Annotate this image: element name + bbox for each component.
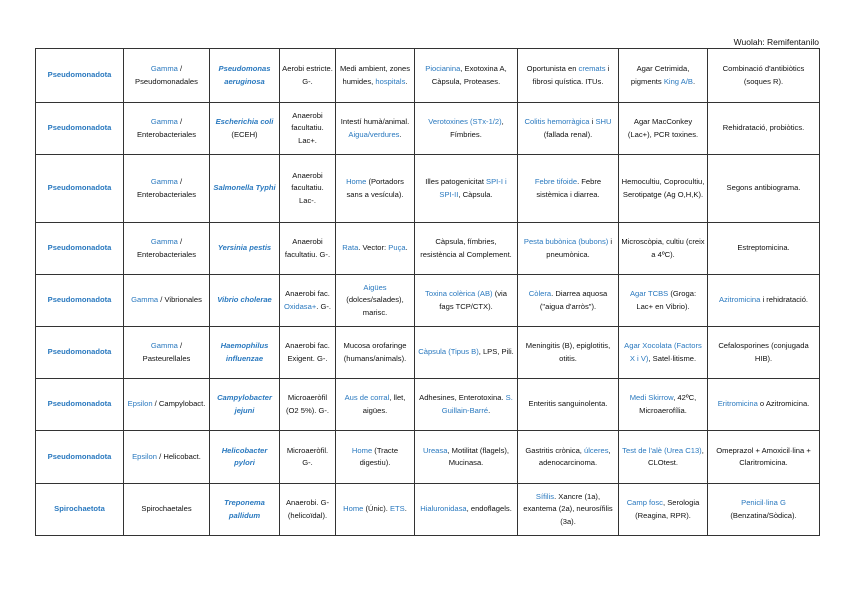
disease-cell bbox=[518, 103, 619, 155]
table-row bbox=[36, 223, 820, 275]
cell-text: . bbox=[404, 504, 407, 514]
cell-text: Càpsula, fímbries, resistència al Complement. bbox=[420, 237, 512, 259]
virulence-cell bbox=[415, 327, 518, 379]
cell-text: , Serologia (Reagina, RPR). bbox=[635, 498, 700, 520]
table-row bbox=[36, 49, 820, 103]
cell-text: Enteritis sanguinolenta. bbox=[528, 399, 608, 409]
reservoir-cell bbox=[336, 484, 415, 536]
class-order-cell bbox=[124, 103, 210, 155]
cell-text: Agar TCBS bbox=[629, 289, 669, 299]
cell-text: Spirochaetales bbox=[141, 504, 192, 514]
cell-text: / Campylobact. bbox=[152, 399, 206, 409]
cell-text: / Pasteurellales bbox=[142, 341, 191, 363]
cell-text: Aigües bbox=[363, 283, 387, 293]
cell-text: , adenocarcinoma. bbox=[538, 445, 611, 467]
cell-text: Pseudomonadota bbox=[47, 123, 112, 133]
cell-text: Omeprazol + Amoxicil·lina + Claritromicina. bbox=[716, 445, 811, 467]
cell-text: Medi Skirrow bbox=[629, 393, 674, 403]
virulence-cell bbox=[415, 275, 518, 327]
reservoir-cell bbox=[336, 379, 415, 431]
cell-text: . Xancre (1a), exantema (2a), neurosífilis (3a). bbox=[523, 492, 613, 526]
treatment-cell bbox=[708, 155, 820, 223]
cell-text: i rehidratació. bbox=[760, 295, 809, 305]
cell-text: , endoflagels. bbox=[466, 504, 512, 514]
species-cell bbox=[210, 275, 280, 327]
diagnosis-cell bbox=[619, 103, 708, 155]
cell-text: Gamma bbox=[150, 341, 178, 351]
cell-text: , Exotoxina A, Càpsula, Proteases. bbox=[431, 64, 507, 86]
cell-text: Home bbox=[351, 445, 373, 455]
class-order-cell bbox=[124, 379, 210, 431]
cell-text: Cefalosporines (conjugada HIB). bbox=[718, 341, 809, 363]
cell-text: Pseudomonadota bbox=[47, 70, 112, 80]
species-cell bbox=[210, 155, 280, 223]
diagnosis-cell bbox=[619, 327, 708, 379]
cell-text: Pseudomonadota bbox=[47, 347, 112, 357]
cell-text: Penicil·lina G bbox=[741, 498, 786, 508]
cell-text: Epsilon bbox=[127, 399, 153, 409]
cell-text: Càpsula (Tipus B) bbox=[418, 347, 479, 357]
cell-text: Microaeròfil. G-. bbox=[286, 445, 329, 467]
cell-text: Aigua/verdures bbox=[348, 129, 400, 139]
cell-text: Haemophilus influenzae bbox=[220, 341, 269, 363]
cell-text: Helicobacter pylori bbox=[221, 445, 268, 467]
cell-text: / Helicobact. bbox=[157, 451, 201, 461]
cell-text: Agar Xocolata (Factors X i V) bbox=[624, 341, 702, 363]
diagnosis-cell bbox=[619, 431, 708, 484]
reservoir-cell bbox=[336, 327, 415, 379]
cell-text: (ECEH) bbox=[231, 129, 258, 139]
cell-text: Agar MacConkey (Lac+), PCR toxines. bbox=[627, 117, 699, 139]
cell-text: Febre tifoide bbox=[534, 177, 578, 187]
reservoir-cell bbox=[336, 275, 415, 327]
treatment-cell bbox=[708, 103, 820, 155]
disease-cell bbox=[518, 327, 619, 379]
cell-text: S. Guillain-Barré bbox=[441, 393, 513, 415]
metabolism-cell bbox=[280, 379, 336, 431]
cell-text: Gamma bbox=[150, 237, 178, 247]
cell-text: Pseudomonadota bbox=[47, 295, 112, 305]
cell-text: . Febre sistèmica i diarrea. bbox=[536, 177, 602, 199]
phylum-cell bbox=[36, 379, 124, 431]
species-cell bbox=[210, 49, 280, 103]
species-cell bbox=[210, 379, 280, 431]
cell-text: Anaerobi facultatiu. G-. bbox=[284, 237, 331, 259]
cell-text: / Enterobacteriales bbox=[136, 177, 197, 199]
cell-text: (Groga: Lac+ en Vibrio). bbox=[636, 289, 697, 311]
cell-text: Verotoxines (STx-1/2) bbox=[428, 117, 502, 127]
cell-text: Azitromicina bbox=[718, 295, 761, 305]
cell-text: Pseudomonas aeruginosa bbox=[218, 64, 271, 86]
cell-text: Aus de corral bbox=[344, 393, 390, 403]
cell-text: . bbox=[488, 405, 491, 415]
cell-text: Camp fosc bbox=[626, 498, 663, 508]
cell-text: Gamma bbox=[131, 295, 159, 305]
virulence-cell bbox=[415, 431, 518, 484]
disease-cell bbox=[518, 379, 619, 431]
cell-text: Gamma bbox=[150, 64, 178, 74]
phylum-cell bbox=[36, 155, 124, 223]
table-row bbox=[36, 484, 820, 536]
metabolism-cell bbox=[280, 431, 336, 484]
diagnosis-cell bbox=[619, 49, 708, 103]
cell-text: Home bbox=[343, 504, 364, 514]
cell-text: Mucosa orofaringe (humans/animals). bbox=[343, 341, 407, 363]
diagnosis-cell bbox=[619, 379, 708, 431]
cell-text: Oportunista en bbox=[526, 64, 579, 74]
cell-text: i fibrosi quística. ITUs. bbox=[532, 64, 610, 86]
class-order-cell bbox=[124, 155, 210, 223]
cell-text: Gamma bbox=[150, 177, 178, 187]
reservoir-cell bbox=[336, 431, 415, 484]
class-order-cell bbox=[124, 431, 210, 484]
cell-text: (fallada renal). bbox=[543, 129, 593, 139]
species-cell bbox=[210, 484, 280, 536]
class-order-cell bbox=[124, 275, 210, 327]
treatment-cell bbox=[708, 484, 820, 536]
cell-text: Toxina colèrica (AB) bbox=[425, 289, 493, 299]
cell-text: Segons antibiograma. bbox=[726, 183, 801, 193]
cell-text: (Únic). bbox=[363, 504, 390, 514]
cell-text: Anaerobi. G- (helicoïdal). bbox=[285, 498, 330, 520]
cell-text: Agar Cetrimida, pigments bbox=[630, 64, 690, 86]
virulence-cell bbox=[415, 223, 518, 275]
virulence-cell bbox=[415, 49, 518, 103]
cell-text: Aerobi estricte. G-. bbox=[282, 64, 333, 86]
disease-cell bbox=[518, 223, 619, 275]
cell-text: Eritromicina bbox=[717, 399, 758, 409]
disease-cell bbox=[518, 431, 619, 484]
metabolism-cell bbox=[280, 155, 336, 223]
cell-text: Rata bbox=[342, 243, 359, 253]
virulence-cell bbox=[415, 379, 518, 431]
metabolism-cell bbox=[280, 327, 336, 379]
cell-text: Microscòpia, cultiu (creix a 4ºC). bbox=[621, 237, 705, 259]
cell-text: (Portadors sans a vesícula). bbox=[346, 177, 404, 199]
cell-text: Escherichia coli bbox=[215, 117, 274, 127]
cell-text: Home bbox=[346, 177, 367, 187]
cell-text: Còlera bbox=[528, 289, 552, 299]
phylum-cell bbox=[36, 103, 124, 155]
reservoir-cell bbox=[336, 223, 415, 275]
cell-text: Gamma bbox=[150, 117, 178, 127]
cell-text: / Enterobacteriales bbox=[136, 237, 197, 259]
reservoir-cell bbox=[336, 155, 415, 223]
phylum-cell bbox=[36, 484, 124, 536]
cell-text: Anaerobi facultatiu. Lac-. bbox=[291, 171, 324, 205]
species-cell bbox=[210, 103, 280, 155]
cell-text: / Vibrionales bbox=[158, 295, 202, 305]
cell-text: , 42ºC, Microaerofília. bbox=[639, 393, 697, 415]
cell-text: Colitis hemorràgica bbox=[524, 117, 590, 127]
cell-text: Pesta bubònica (bubons) bbox=[523, 237, 609, 247]
cell-text: / Pseudomonadales bbox=[135, 64, 198, 86]
cell-text: (Benzatina/Sòdica). bbox=[730, 510, 797, 520]
header-note: Wuolah: Remifentanilo bbox=[733, 37, 819, 47]
bacteria-table bbox=[35, 48, 820, 536]
cell-text: i pneumònica. bbox=[546, 237, 613, 259]
cell-text: . G-. bbox=[316, 301, 332, 311]
phylum-cell bbox=[36, 49, 124, 103]
cell-text: Pseudomonadota bbox=[47, 183, 112, 193]
cell-text: Anaerobi facultatiu. Lac+. bbox=[291, 111, 324, 145]
table-row bbox=[36, 379, 820, 431]
table-row bbox=[36, 327, 820, 379]
treatment-cell bbox=[708, 223, 820, 275]
table-row bbox=[36, 155, 820, 223]
cell-text: Campylobacter jejuni bbox=[217, 393, 272, 415]
cell-text: Salmonella Typhi bbox=[213, 183, 276, 193]
cell-text: (Tracte digestiu). bbox=[359, 445, 399, 467]
cell-text: ETS bbox=[389, 504, 405, 514]
cell-text: Combinació d'antibiòtics (soques R). bbox=[722, 64, 805, 86]
table-row bbox=[36, 275, 820, 327]
virulence-cell bbox=[415, 103, 518, 155]
class-order-cell bbox=[124, 327, 210, 379]
cell-text: Gastritis crònica, bbox=[525, 445, 585, 455]
cell-text: , Satel·litisme. bbox=[648, 353, 697, 363]
cell-text: Treponema pallidum bbox=[224, 498, 265, 520]
cell-text: Sífilis bbox=[535, 492, 555, 502]
cell-text: Spirochaetota bbox=[54, 504, 105, 514]
cell-text: úlceres bbox=[584, 445, 609, 455]
disease-cell bbox=[518, 155, 619, 223]
species-cell bbox=[210, 431, 280, 484]
treatment-cell bbox=[708, 49, 820, 103]
treatment-cell bbox=[708, 275, 820, 327]
cell-text: hospitals bbox=[375, 76, 406, 86]
treatment-cell bbox=[708, 431, 820, 484]
species-cell bbox=[210, 327, 280, 379]
cell-text: Anaerobi fac. bbox=[285, 289, 330, 299]
cell-text: King A/B bbox=[663, 76, 693, 86]
phylum-cell bbox=[36, 431, 124, 484]
cell-text: . bbox=[399, 129, 402, 139]
cell-text: Hialuronidasa bbox=[420, 504, 467, 514]
cell-text: , CLOtest. bbox=[648, 445, 704, 467]
cell-text: (via fags TCP/CTX). bbox=[439, 289, 507, 311]
cell-text: Microaeròfil (O2 5%). G-. bbox=[285, 393, 330, 415]
class-order-cell bbox=[124, 49, 210, 103]
cell-text: i bbox=[589, 117, 596, 127]
cell-text: . Vector: bbox=[358, 243, 389, 253]
treatment-cell bbox=[708, 379, 820, 431]
reservoir-cell bbox=[336, 103, 415, 155]
cell-text: Puça bbox=[388, 243, 406, 253]
phylum-cell bbox=[36, 327, 124, 379]
metabolism-cell bbox=[280, 484, 336, 536]
cell-text: Hemocultiu, Coprocultiu, Serotipatge (Ag O,H,K). bbox=[621, 177, 705, 199]
reservoir-cell bbox=[336, 49, 415, 103]
cell-text: , Fímbries. bbox=[450, 117, 504, 139]
phylum-cell bbox=[36, 223, 124, 275]
cell-text: Piocianina bbox=[425, 64, 461, 74]
cell-text: Ureasa bbox=[422, 445, 448, 455]
cell-text: , llet, aigües. bbox=[362, 393, 406, 415]
diagnosis-cell bbox=[619, 275, 708, 327]
cell-text: Anaerobi fac. Exigent. G-. bbox=[285, 341, 330, 363]
cell-text: Vibrio cholerae bbox=[217, 295, 272, 305]
cell-text: o Azitromicina. bbox=[757, 399, 810, 409]
metabolism-cell bbox=[280, 275, 336, 327]
metabolism-cell bbox=[280, 49, 336, 103]
cell-text: Pseudomonadota bbox=[47, 399, 112, 409]
cell-text: Estreptomicina. bbox=[737, 243, 790, 253]
cell-text: Pseudomonadota bbox=[47, 451, 112, 461]
cell-text: , Càpsula. bbox=[458, 189, 493, 199]
diagnosis-cell bbox=[619, 484, 708, 536]
cell-text: . Diarrea aquosa ("aigua d'arròs"). bbox=[539, 289, 608, 311]
class-order-cell bbox=[124, 484, 210, 536]
cell-text: , Motilitat (flagels), Mucinasa. bbox=[447, 445, 510, 467]
disease-cell bbox=[518, 275, 619, 327]
cell-text: Rehidratació, probiòtics. bbox=[722, 123, 805, 133]
cell-text: (dolces/salades), marisc. bbox=[346, 295, 404, 317]
cell-text: / Enterobacteriales bbox=[136, 117, 197, 139]
disease-cell bbox=[518, 49, 619, 103]
diagnosis-cell bbox=[619, 155, 708, 223]
cell-text: Yersinia pestis bbox=[217, 243, 272, 253]
cell-text: Meningitis (B), epiglotitis, otitis. bbox=[525, 341, 611, 363]
metabolism-cell bbox=[280, 223, 336, 275]
virulence-cell bbox=[415, 484, 518, 536]
phylum-cell bbox=[36, 275, 124, 327]
cell-text: . bbox=[405, 76, 408, 86]
diagnosis-cell bbox=[619, 223, 708, 275]
cell-text: Test de l'alè (Urea C13) bbox=[622, 445, 702, 455]
cell-text: Intestí humà/animal. bbox=[340, 117, 410, 127]
cell-text: Oxidasa+ bbox=[283, 301, 317, 311]
class-order-cell bbox=[124, 223, 210, 275]
cell-text: Medi ambient, zones humides, bbox=[339, 64, 411, 86]
cell-text: Pseudomonadota bbox=[47, 243, 112, 253]
cell-text: Illes patogenicitat bbox=[425, 177, 487, 187]
species-cell bbox=[210, 223, 280, 275]
metabolism-cell bbox=[280, 103, 336, 155]
table-row bbox=[36, 431, 820, 484]
cell-text: Adhesines, Enterotoxina. bbox=[419, 393, 506, 403]
virulence-cell bbox=[415, 155, 518, 223]
cell-text: SPI-I i SPI-II bbox=[439, 177, 507, 199]
table-row bbox=[36, 103, 820, 155]
treatment-cell bbox=[708, 327, 820, 379]
cell-text: Epsilon bbox=[132, 451, 157, 461]
cell-text: cremats bbox=[578, 64, 606, 74]
disease-cell bbox=[518, 484, 619, 536]
cell-text: . bbox=[692, 76, 696, 86]
cell-text: . bbox=[405, 243, 408, 253]
cell-text: , LPS, Pili. bbox=[478, 347, 514, 357]
cell-text: SHU bbox=[595, 117, 612, 127]
